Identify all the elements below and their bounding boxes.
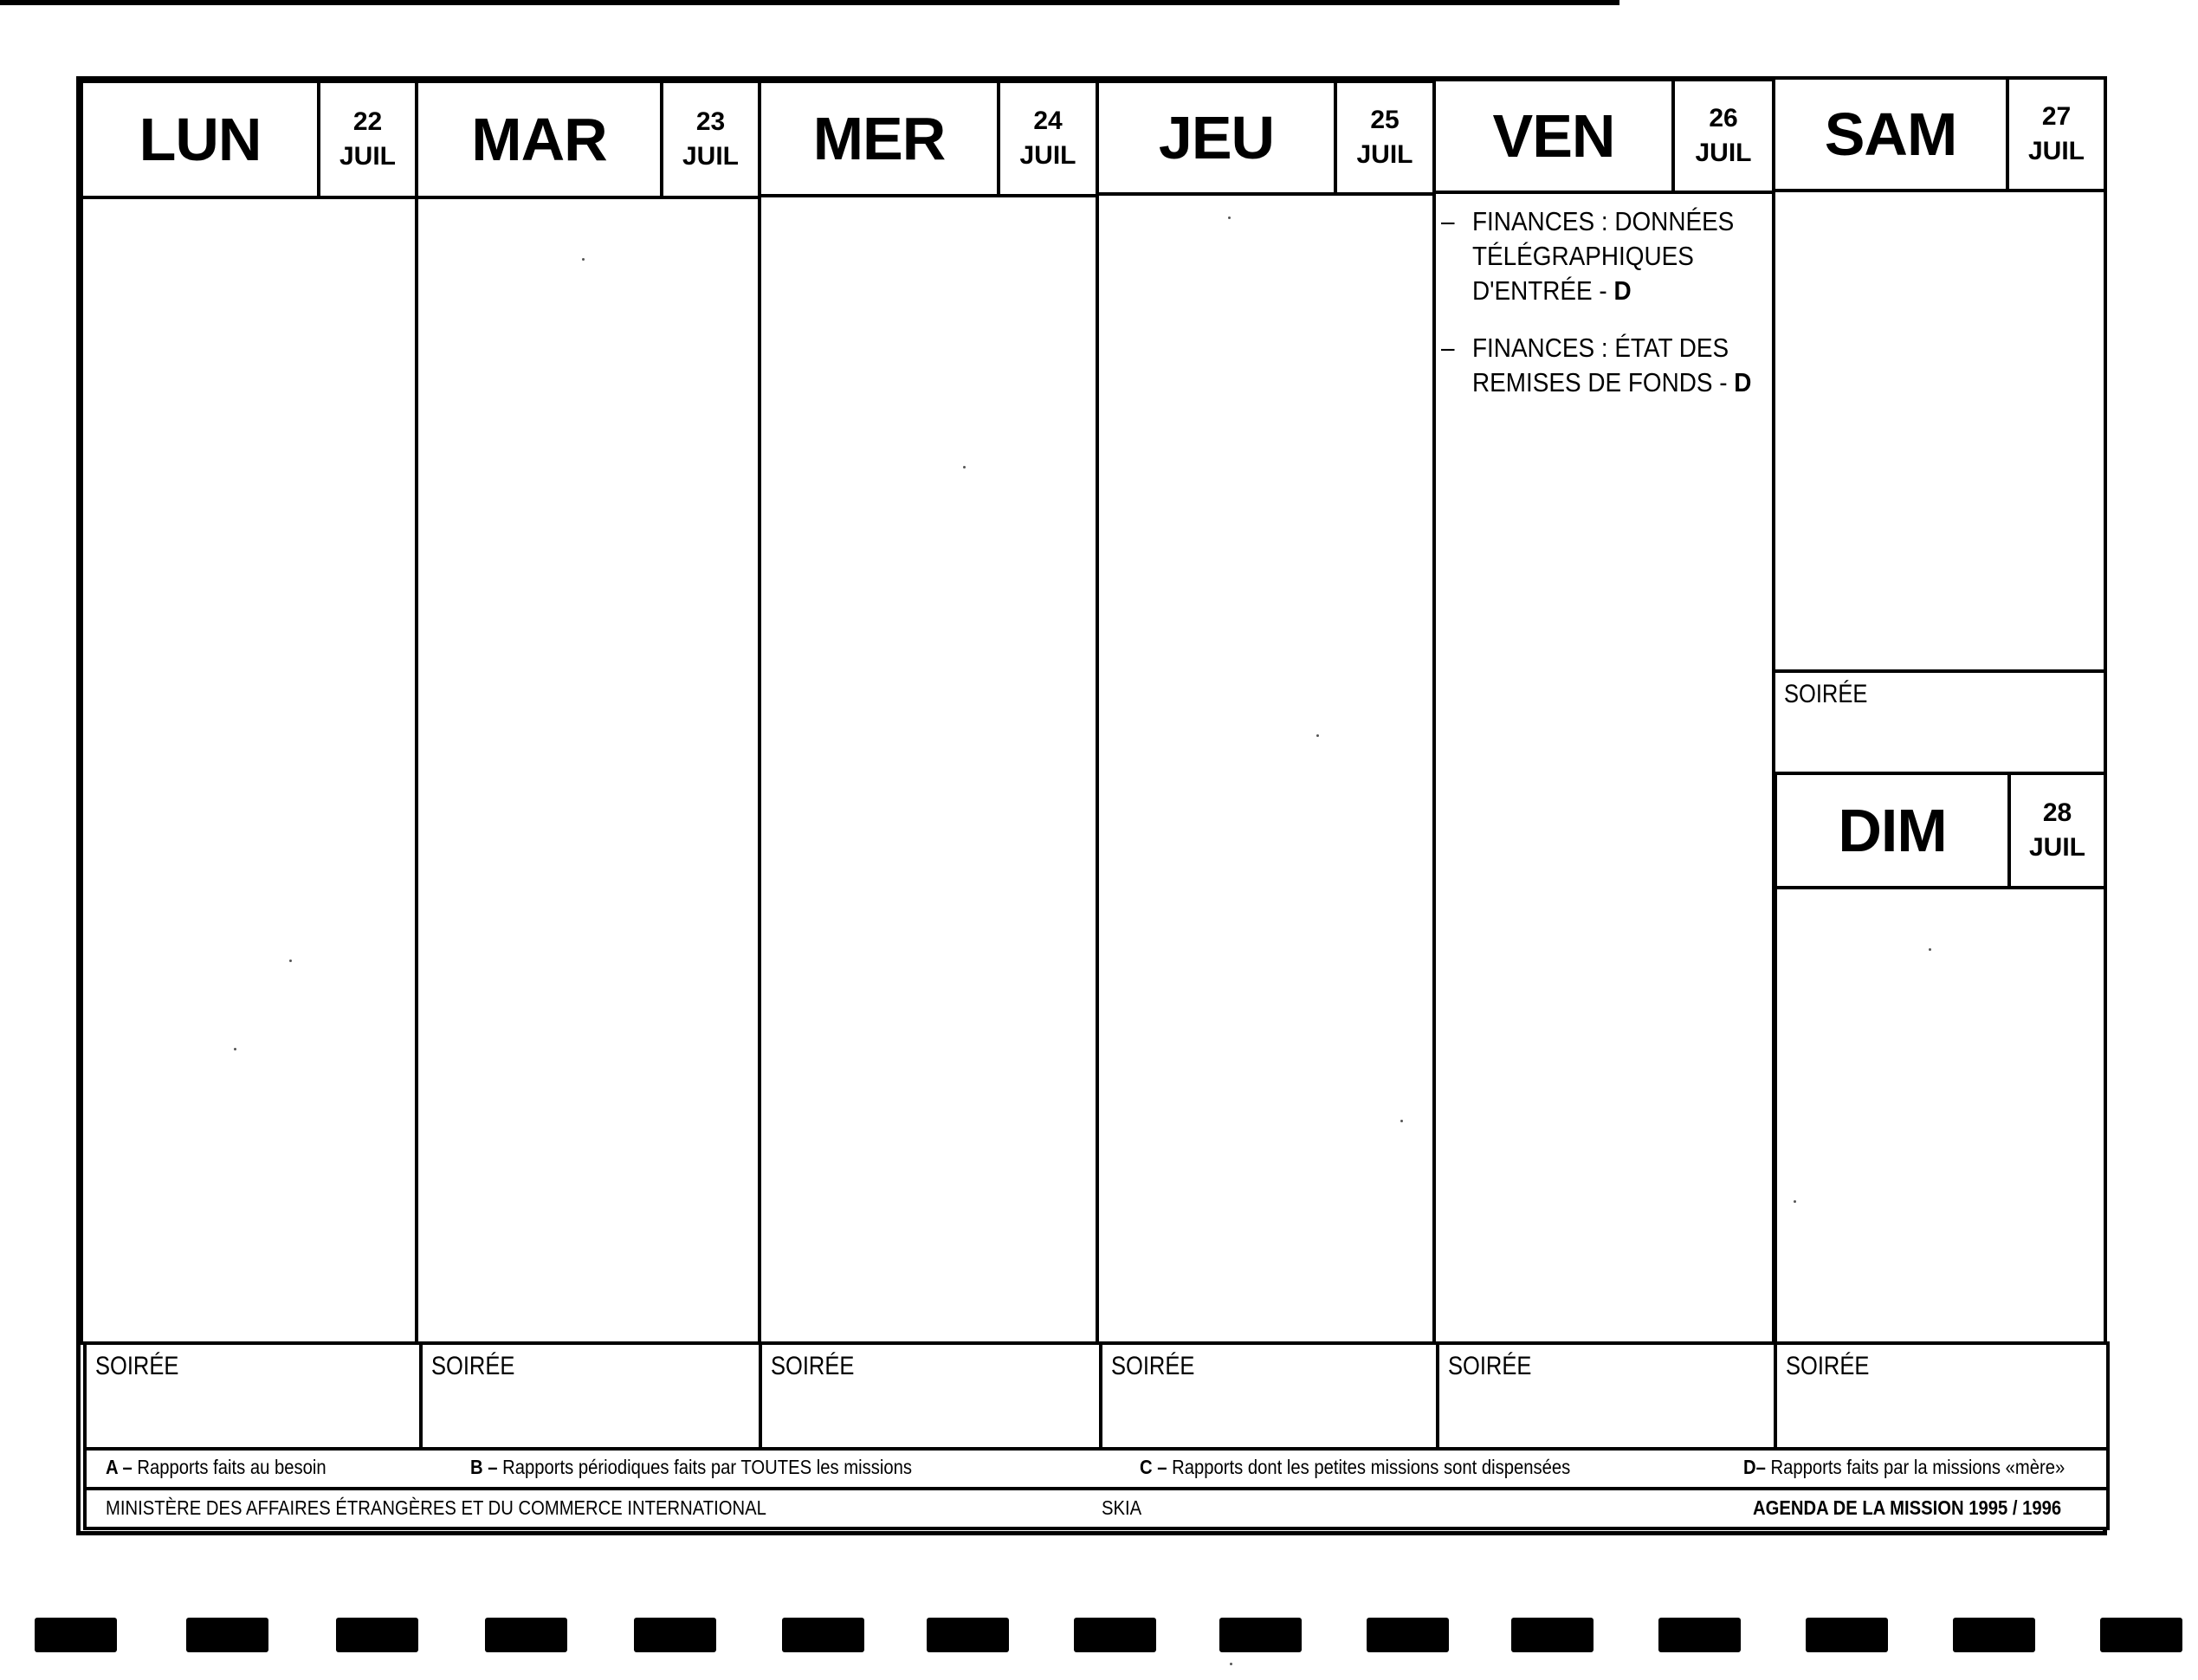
legend-sep: –: [1152, 1456, 1173, 1478]
evening-box-friday[interactable]: [1436, 1341, 1779, 1451]
perforation-mark: [1074, 1618, 1156, 1652]
entry-code: D: [1734, 367, 1752, 397]
scan-speck: [1929, 948, 1931, 951]
entry-text: [1472, 204, 1757, 308]
entry-label: FINANCES : DONNÉES TÉLÉGRAPHIQUES D'ENTRÉE -: [1472, 206, 1735, 306]
legend-item-b: [470, 1456, 912, 1479]
scan-speck: [289, 960, 292, 962]
legend-text: Rapports dont les petites missions sont dispensées: [1172, 1456, 1571, 1478]
evening-label: SOIRÉE: [95, 1352, 179, 1380]
date-day: 25: [1370, 106, 1400, 134]
date-month: JUIL: [1356, 140, 1413, 169]
evening-label: SOIRÉE: [431, 1352, 515, 1380]
legend-text: Rapports périodiques faits par TOUTES les missions: [502, 1456, 912, 1478]
perforation-mark: [1219, 1618, 1302, 1652]
date-day: 23: [695, 107, 726, 136]
date-box-wednesday: [997, 80, 1099, 197]
legend-key: C: [1140, 1456, 1153, 1478]
perforation-mark: [186, 1618, 268, 1652]
day-header-sunday: [1774, 772, 2011, 889]
evening-box-tuesday[interactable]: [419, 1341, 762, 1451]
date-box-friday: [1671, 78, 1775, 194]
perforation-mark: [1658, 1618, 1741, 1652]
legend-item-d: [1743, 1456, 2065, 1479]
evening-box-thursday[interactable]: [1099, 1341, 1439, 1451]
date-month: JUIL: [2028, 833, 2085, 862]
perforation-mark: [2100, 1618, 2182, 1652]
day-name: MAR: [471, 106, 607, 173]
scan-speck: [1230, 1663, 1232, 1665]
date-month: JUIL: [682, 142, 739, 171]
scan-speck: [234, 1048, 236, 1050]
report-entry: [1441, 331, 1757, 400]
entry-text: [1472, 331, 1757, 400]
day-header-monday: [80, 80, 320, 199]
perforation-mark: [1953, 1618, 2035, 1652]
scan-speck: [1228, 216, 1231, 219]
day-header-saturday: [1772, 76, 2009, 192]
ministry-name: MINISTÈRE DES AFFAIRES ÉTRANGÈRES ET DU COMMERCE INTERNATIONAL: [106, 1496, 766, 1519]
date-month: JUIL: [2027, 137, 2085, 165]
day-body-tuesday[interactable]: [415, 196, 761, 1345]
date-box-tuesday: [660, 80, 761, 199]
evening-box-sunday[interactable]: [1774, 1341, 2110, 1451]
day-name: MER: [812, 105, 946, 172]
perforation-mark: [1367, 1618, 1449, 1652]
entry-dash: –: [1441, 206, 1455, 236]
perforation-mark: [927, 1618, 1009, 1652]
day-header-tuesday: [415, 80, 663, 199]
legend-item-c: [1140, 1456, 1570, 1479]
report-legend: [83, 1447, 2110, 1490]
legend-text: Rapports faits par la missions «mère»: [1770, 1456, 2065, 1478]
top-edge-bar: [0, 0, 1619, 5]
date-box-thursday: [1334, 80, 1436, 196]
day-body-wednesday[interactable]: [758, 194, 1099, 1345]
perforation-mark: [782, 1618, 864, 1652]
perforation-mark: [35, 1618, 117, 1652]
day-name: LUN: [139, 106, 262, 173]
scan-speck: [582, 258, 585, 261]
evening-label: SOIRÉE: [1448, 1352, 1532, 1380]
entry-code: D: [1613, 275, 1632, 306]
date-day: 27: [2041, 102, 2072, 131]
entry-label: FINANCES : ÉTAT DES REMISES DE FONDS -: [1472, 333, 1735, 397]
agenda-title: AGENDA DE LA MISSION 1995 / 1996: [1753, 1496, 2062, 1519]
day-body-monday[interactable]: [80, 196, 418, 1345]
scan-speck: [963, 466, 966, 468]
date-month: JUIL: [1019, 141, 1076, 170]
date-month: JUIL: [339, 142, 396, 171]
day-name: VEN: [1492, 102, 1615, 170]
evening-label: SOIRÉE: [1784, 680, 1868, 708]
date-day: 26: [1709, 104, 1738, 132]
legend-sep: –: [1755, 1456, 1771, 1478]
day-body-sunday[interactable]: [1774, 886, 2107, 1345]
date-day: 24: [1033, 107, 1063, 135]
perforation-mark: [336, 1618, 418, 1652]
date-box-saturday: [2006, 76, 2107, 192]
page-footer: [83, 1487, 2110, 1530]
legend-sep: –: [117, 1456, 138, 1478]
scan-speck: [1794, 1200, 1796, 1203]
day-body-thursday[interactable]: [1096, 192, 1436, 1345]
perforation-mark: [1806, 1618, 1888, 1652]
entry-dash: –: [1441, 333, 1455, 363]
legend-text: Rapports faits au besoin: [137, 1456, 326, 1478]
day-name: DIM: [1838, 797, 1947, 864]
evening-box-monday[interactable]: [83, 1341, 423, 1451]
date-box-monday: [317, 80, 418, 199]
day-header-thursday: [1096, 80, 1337, 196]
legend-sep: –: [482, 1456, 503, 1478]
date-month: JUIL: [1695, 139, 1752, 167]
perforation-mark: [1511, 1618, 1594, 1652]
day-name: JEU: [1158, 104, 1275, 171]
evening-label: SOIRÉE: [771, 1352, 855, 1380]
date-day: 22: [352, 107, 383, 136]
scan-speck: [1316, 734, 1319, 737]
scan-speck: [1400, 1120, 1403, 1122]
evening-box-wednesday[interactable]: [759, 1341, 1102, 1451]
date-day: 28: [2042, 798, 2072, 827]
legend-key: A: [106, 1456, 118, 1478]
day-header-friday: [1432, 78, 1675, 194]
perforation-mark: [634, 1618, 716, 1652]
friday-report-list: [1441, 204, 1767, 423]
evening-label: SOIRÉE: [1786, 1352, 1870, 1380]
report-entry: [1441, 204, 1757, 308]
legend-item-a: [106, 1456, 326, 1479]
perforation-mark: [485, 1618, 567, 1652]
document-code: SKIA: [1102, 1496, 1142, 1519]
legend-key: D: [1743, 1456, 1756, 1478]
day-header-wednesday: [758, 80, 1000, 197]
day-name: SAM: [1824, 100, 1957, 168]
legend-key: B: [470, 1456, 483, 1478]
evening-box-saturday[interactable]: [1772, 669, 2107, 775]
day-body-friday[interactable]: [1432, 191, 1775, 1345]
evening-label: SOIRÉE: [1111, 1352, 1195, 1380]
day-body-saturday[interactable]: [1772, 189, 2107, 673]
date-box-sunday: [2007, 772, 2107, 889]
